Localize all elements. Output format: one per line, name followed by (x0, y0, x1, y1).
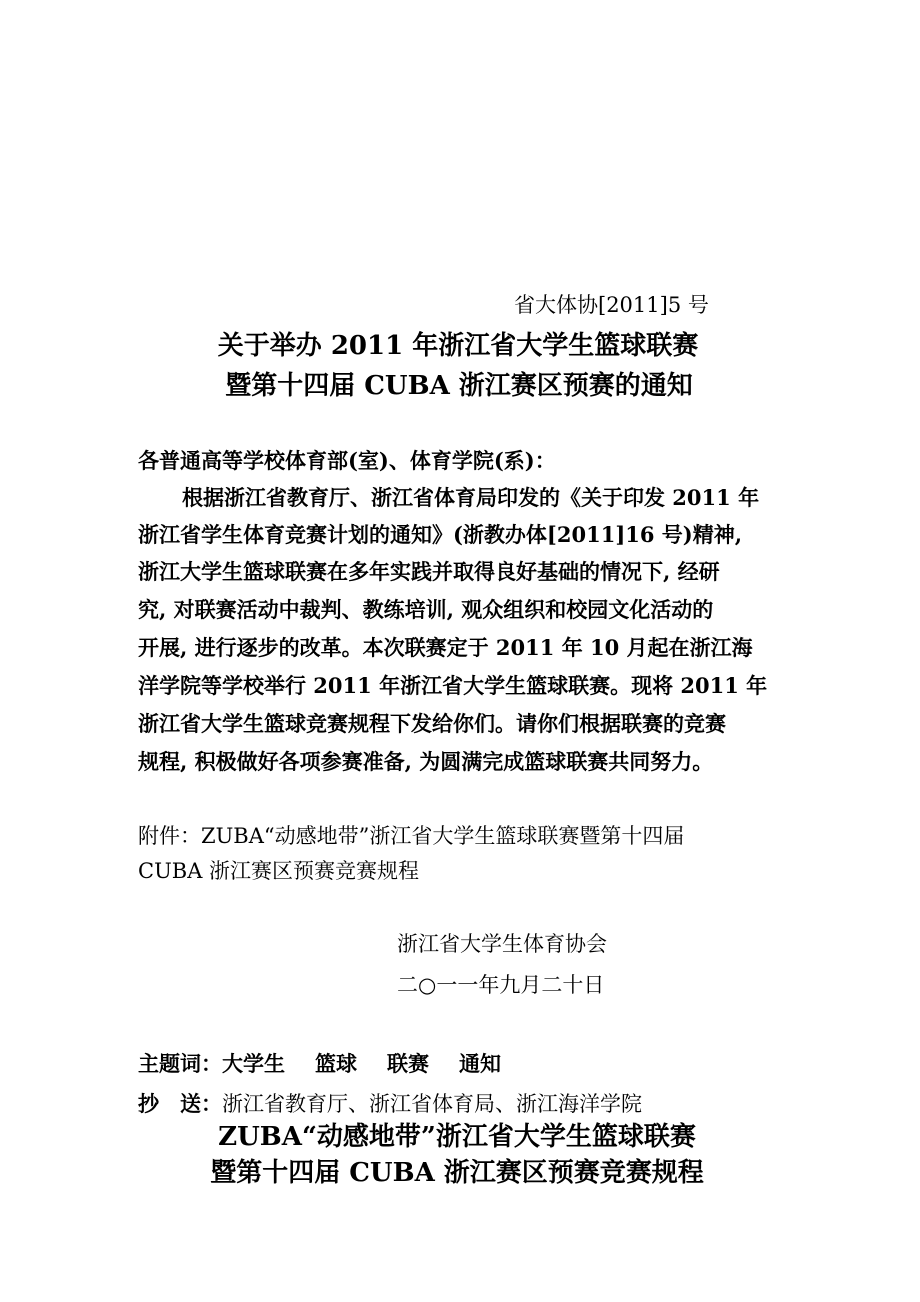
signature-date: 二○一一年九月二十日 (397, 973, 605, 997)
subject-keywords-line (138, 1049, 501, 1079)
subject-label: 主题词： (138, 1051, 222, 1076)
attachment-line-2: CUBA 浙江赛区预赛竞赛规程 (138, 859, 420, 883)
cc-label: 抄 送： (138, 1091, 222, 1116)
attachment-line-1: 附件：ZUBA“动感地带”浙江省大学生篮球联赛暨第十四届 (138, 824, 685, 848)
document-number: 省大体协[2011]5 号 (514, 293, 709, 317)
subject-keyword: 联赛 (387, 1051, 429, 1076)
rules-title-line-1: ZUBA“动感地带”浙江省大学生篮球联赛 (218, 1122, 696, 1152)
salutation: 各普通高等学校体育部(室)、体育学院(系)： (138, 448, 556, 473)
rules-title-line-2: 暨第十四届 CUBA 浙江赛区预赛竞赛规程 (210, 1158, 704, 1188)
body-line: 根据浙江省教育厅、浙江省体育局印发的《关于印发 2011 年 (182, 485, 760, 510)
body-line: 浙江大学生篮球联赛在多年实践并取得良好基础的情况下, 经研 (138, 559, 720, 584)
subject-keyword: 通知 (459, 1051, 501, 1076)
body-line: 规程, 积极做好各项参赛准备, 为圆满完成篮球联赛共同努力。 (138, 749, 714, 774)
subject-keyword: 大学生 (222, 1051, 285, 1076)
body-line: 洋学院等学校举行 2011 年浙江省大学生篮球联赛。现将 2011 年 (138, 673, 768, 698)
notice-title-line-2: 暨第十四届 CUBA 浙江赛区预赛的通知 (225, 371, 693, 401)
body-line: 开展, 进行逐步的改革。本次联赛定于 2011 年 10 月起在浙江海 (138, 635, 753, 660)
cc-recipients: 浙江省教育厅、浙江省体育局、浙江海洋学院 (222, 1092, 642, 1116)
body-line: 浙江省大学生篮球竞赛规程下发给你们。请你们根据联赛的竞赛 (138, 711, 726, 736)
body-line: 浙江省学生体育竞赛计划的通知》(浙教办体[2011]16 号)精神, (138, 522, 743, 547)
signature-organization: 浙江省大学生体育协会 (397, 932, 607, 956)
cc-line (138, 1089, 642, 1119)
subject-keyword: 篮球 (315, 1051, 357, 1076)
notice-title-line-1: 关于举办 2011 年浙江省大学生篮球联赛 (217, 331, 699, 361)
body-line: 究, 对联赛活动中裁判、教练培训, 观众组织和校园文化活动的 (138, 597, 714, 622)
